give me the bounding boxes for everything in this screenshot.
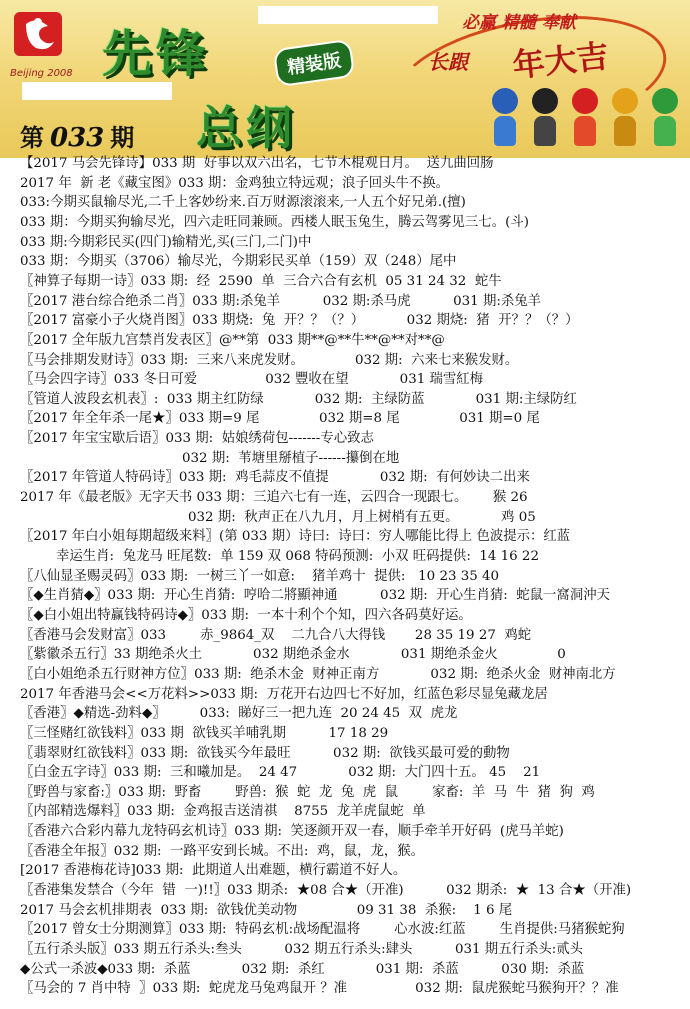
mascot-blue bbox=[488, 88, 522, 148]
list-item: 2017 年 新 老《藏宝图》033 期：金鸡独立特远观；浪子回头牛不换。 bbox=[20, 175, 450, 191]
list-item: 〖管道人波段玄机表〗: 033 期主红防绿 032 期: 主绿防蓝 031 期:主绿防红 bbox=[20, 391, 577, 407]
list-item: 〖神算子每期一诗〗033 期: 经 2590 单 三合六合有玄机 05 31 24 32 蛇牛 bbox=[20, 273, 502, 289]
list-item: 〖2017 年白小姐每期超级来料〗(第 033 期）诗曰: 诗曰：穷人哪能比得上 色波提示：红蓝 bbox=[20, 529, 571, 545]
list-item: 〖白小姐绝杀五行财神方位〗033 期: 绝杀木金 财神正南方 032 期: 绝杀火金 财神南北方 bbox=[20, 666, 616, 682]
slogan: 必赢 精髓 奉献 bbox=[462, 13, 576, 33]
list-item: 032 期: 秋声正在八九月，月上树梢有五更。 鸡 05 bbox=[188, 509, 536, 525]
list-item: 033:今期买鼠输尽光,二千上客妙纷来.百万财源滚滚来,一人五个好兄弟.(擅) bbox=[20, 195, 466, 211]
mascot-red bbox=[568, 88, 602, 148]
mascot-green bbox=[648, 88, 682, 148]
new-year-text: 年大吉 bbox=[510, 36, 611, 85]
list-item: 〖◆白小姐出特赢钱特码诗◆〗033 期: 一本十利个个知，四六各码莫好运。 bbox=[20, 607, 472, 623]
list-item: 〖马会排期发财诗〗033 期: 三来八来虎发财。 032 期: 六来七来猴发财。 bbox=[20, 352, 519, 368]
list-item: 〖2017 富豪小子火烧肖图〗033 期烧: 兔 开？？（？） 032 期烧: 猪 开？？（？） bbox=[20, 313, 579, 329]
list-item: 〖八仙显圣赐灵码〗033 期: 一树三丫一如意: 猪羊鸡十 提供: 10 23 35 40 bbox=[20, 568, 500, 584]
issue-number: 033 bbox=[50, 123, 105, 153]
list-item: 〖马会的 7 肖中特 〗033 期: 蛇虎龙马兔鸡鼠开 ？准 032 期: 鼠虎猴蛇马猴狗开？？准 bbox=[20, 981, 619, 997]
edition-badge: 精装版 bbox=[273, 39, 356, 87]
header-banner bbox=[0, 0, 690, 158]
page-subtitle: 总纲 bbox=[196, 101, 296, 155]
list-item: 033 期:今期彩民买(四门)输精光,买(三门,二门)中 bbox=[20, 234, 312, 250]
issue-prefix: 第 bbox=[20, 123, 44, 152]
list-item: 〖2017 年全年杀一尾★〗033 期=9 尾 032 期=8 尾 031 期=0 尾 bbox=[20, 411, 540, 427]
mascot-yellow bbox=[608, 88, 642, 148]
list-item: 〖2017 港台综合绝杀二肖〗033 期:杀兔羊 032 期:杀马虎 031 期:杀兔羊 bbox=[20, 293, 542, 309]
follow-text: 长跟 bbox=[428, 50, 468, 74]
list-item: 〖香港集发禁合（今年 错 一)!!〗033 期杀: ★08 合★（开准) 032 期杀: ★ 13 合★（开准) bbox=[20, 883, 632, 899]
mascot-black bbox=[528, 88, 562, 148]
list-item: 032 期: 苇塘里掰植子------攥倒在地 bbox=[182, 450, 400, 466]
list-item: 〖2017 年管道人特码诗〗033 期: 鸡毛蒜皮不值提 032 期: 有何妙诀二出来 bbox=[20, 470, 530, 486]
list-item: 〖三怪赌红欲钱料〗033 期 欲钱买羊哺乳期 17 18 29 bbox=[20, 725, 389, 741]
list-item: [2017 香港梅花诗]033 期: 此期道人出难题，横行霸道不好人。 bbox=[20, 863, 407, 879]
list-item: 〖2017 曾女士分期测算〗033 期: 特码玄机:战场配温将 心水波:红蓝 生肖提供:马猪猴蛇狗 bbox=[20, 922, 625, 938]
list-item: 2017 马会玄机排期表 033 期: 欲钱优美动物 09 31 38 杀猴: 1 6 尾 bbox=[20, 902, 513, 918]
list-item: 〖白金五字诗〗033 期: 三和曦加是。 24 47 032 期: 大门四十五。 45 21 bbox=[20, 765, 541, 781]
list-item: 〖2017 年宝宝歇后语〗033 期: 姑娘绣荷包-------专心致志 bbox=[20, 431, 374, 447]
list-item: 〖五行杀头版〗033 期五行杀头:叁头 032 期五行杀头:肆头 031 期五行杀头:贰头 bbox=[20, 942, 584, 957]
list-item: 2017 年香港马会<<万花料>>033 期: 万花开右边四七不好加，红蓝色彩尽显兔藏龙居 bbox=[20, 686, 548, 702]
list-item: 〖香港全年报〗032 期: 一路平安到长城。不出: 鸡，鼠，龙，猴。 bbox=[20, 843, 425, 859]
mascot-group bbox=[488, 88, 688, 154]
olympic-logo-icon bbox=[12, 10, 64, 70]
list-item: ◆公式一杀波◆033 期: 杀蓝 032 期: 杀红 031 期: 杀蓝 030 期: 杀蓝 bbox=[20, 961, 585, 977]
list-item: 〖野兽与家畜:〗033 期: 野畜 野兽: 猴 蛇 龙 兔 虎 鼠 家畜: 羊 马 牛 猪 狗 鸡 bbox=[20, 784, 595, 800]
olympic-caption: Beijing 2008 bbox=[10, 68, 73, 79]
list-item: 〖香港〗◆精选-劲料◆〗 033: 睇好三一把九连 20 24 45 双 虎龙 bbox=[20, 706, 458, 722]
issue-label bbox=[20, 118, 134, 153]
list-item: 【2017 马会先锋诗】033 期 好事以双六出名，七节木棍观日月。 送九曲回肠 bbox=[20, 156, 494, 171]
list-item: 〖香港马会发财富〗033 赤_9864_双 二九合八大得钱 28 35 19 27 鸡蛇 bbox=[20, 627, 532, 643]
list-item: 〖香港六合彩内幕九龙特码玄机诗〗033 期: 笑逐颜开双一春，顺手牵羊开好码 (虎马羊蛇) bbox=[20, 824, 564, 840]
issue-suffix: 期 bbox=[110, 123, 135, 152]
list-item: 〖翡翠财红欲钱料〗033 期: 欲钱买今年最旺 032 期: 欲钱买最可爱的動物 bbox=[20, 745, 510, 761]
blank-box bbox=[258, 6, 438, 24]
list-item: 〖◆生肖猜◆〗033 期: 开心生肖猜: 哼哈二將顯神通 032 期: 开心生肖猜: 蛇鼠一窩洞沖天 bbox=[20, 588, 610, 604]
list-item: 〖内部精选爆料〗033 期: 金鸡报吉送清祺 8755 龙羊虎鼠蛇 单 bbox=[20, 804, 426, 820]
list-item: 2017 年《最老版》无字天书 033 期：三追六七有一连，云四合一现跟七。 猴 26 bbox=[20, 490, 528, 506]
list-item: 〖2017 全年版九宫禁肖发表区〗@**第 033 期**@**牛**@**对**@ bbox=[20, 332, 445, 348]
list-item: 033 期：今期买狗输尽光，四六走旺同兼顾。西楼人眠玉兔生，腾云驾雾见三七。(斗) bbox=[20, 214, 529, 230]
list-item: 幸运生肖: 兔龙马 旺尾数: 单 159 双 068 特码预测: 小双 旺码提供: 14 16 22 bbox=[56, 549, 539, 564]
page-title: 先锋 bbox=[102, 24, 210, 83]
list-item: 〖马会四字诗〗033 冬日可爱 032 豐收在望 031 瑞雪紅梅 bbox=[20, 372, 484, 388]
list-item: 033 期：今期买（3706）输尽光，今期彩民买单（159）双（248）尾中 bbox=[20, 254, 457, 270]
list-item: 〖紫徽杀五行〗33 期绝杀火土 032 期绝杀金水 031 期绝杀金火 0 bbox=[20, 647, 566, 663]
